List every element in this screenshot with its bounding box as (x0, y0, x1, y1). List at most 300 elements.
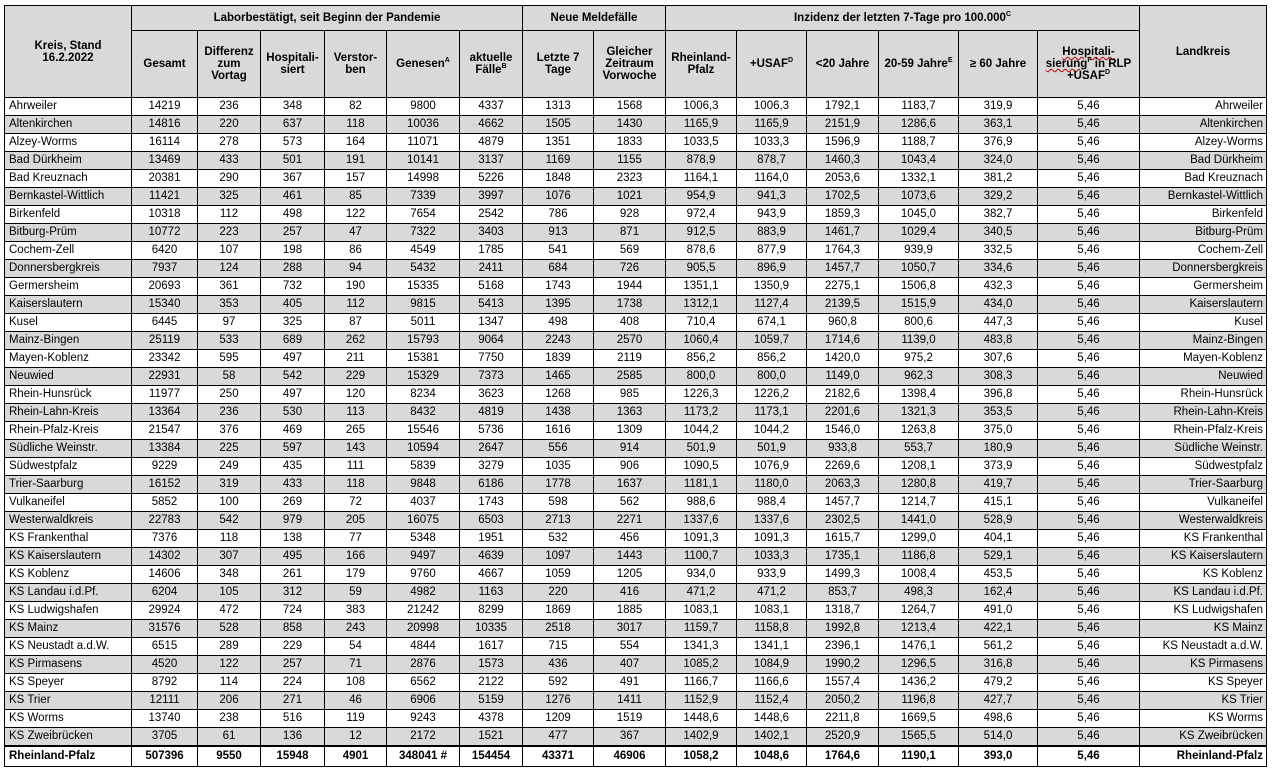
cell-value: 1436,2 (879, 674, 959, 692)
cell-value: 6503 (460, 512, 523, 530)
cell-value: 2050,2 (807, 692, 879, 710)
cell-value: 419,7 (959, 476, 1038, 494)
header-hosp-rate-line1: Hospitali- (1062, 46, 1115, 58)
total-value: 1764,6 (807, 746, 879, 767)
cell-value: 375,0 (959, 422, 1038, 440)
cell-value: 223 (198, 224, 261, 242)
cell-value: 1448,6 (666, 710, 737, 728)
cell-value: 5,46 (1038, 512, 1140, 530)
header-kreis-stand: Kreis, Stand 16.2.2022 (5, 6, 132, 98)
cell-value: 14816 (132, 116, 198, 134)
cell-value: 10772 (132, 224, 198, 242)
cell-value: 105 (198, 584, 261, 602)
cell-value: 1465 (523, 368, 594, 386)
cell-value: 878,9 (666, 152, 737, 170)
cell-value: 1944 (594, 278, 666, 296)
cell-kreis: Germersheim (5, 278, 132, 296)
cell-value: 224 (261, 674, 325, 692)
cell-value: 1166,7 (666, 674, 737, 692)
cell-value: 1616 (523, 422, 594, 440)
cell-value: 972,4 (666, 206, 737, 224)
cell-value: 71 (325, 656, 387, 674)
cell-value: 1213,4 (879, 620, 959, 638)
cell-value: 456 (594, 530, 666, 548)
cell-value: 495 (261, 548, 325, 566)
cell-value: 541 (523, 242, 594, 260)
cell-value: 5,46 (1038, 332, 1140, 350)
cell-value: 2585 (594, 368, 666, 386)
cell-value: 1166,6 (737, 674, 807, 692)
cell-kreis: KS Trier (5, 692, 132, 710)
cell-value: 5,46 (1038, 656, 1140, 674)
cell-value: 112 (198, 206, 261, 224)
cell-value: 220 (523, 584, 594, 602)
cell-value: 569 (594, 242, 666, 260)
cell-kreis: Westerwaldkreis (5, 512, 132, 530)
cell-value: 1420,0 (807, 350, 879, 368)
table-footer (5, 746, 1267, 767)
cell-value: 243 (325, 620, 387, 638)
header-aktuelle-sup: B (501, 63, 507, 71)
cell-landkreis: Rhein-Lahn-Kreis (1140, 404, 1267, 422)
cell-value: 353,5 (959, 404, 1038, 422)
cell-value: 13384 (132, 440, 198, 458)
cell-value: 7654 (387, 206, 460, 224)
cell-value: 934,0 (666, 566, 737, 584)
cell-value: 479,2 (959, 674, 1038, 692)
cell-landkreis: KS Koblenz (1140, 566, 1267, 584)
cell-value: 206 (198, 692, 261, 710)
cell-value: 5226 (460, 170, 523, 188)
cell-value: 1430 (594, 116, 666, 134)
table-row (5, 566, 1267, 584)
cell-value: 1309 (594, 422, 666, 440)
cell-value: 5413 (460, 296, 523, 314)
cell-value: 307,6 (959, 350, 1038, 368)
cell-kreis: Bad Kreuznach (5, 170, 132, 188)
cell-value: 7750 (460, 350, 523, 368)
cell-value: 136 (261, 728, 325, 747)
cell-value: 878,7 (737, 152, 807, 170)
cell-value: 1363 (594, 404, 666, 422)
cell-value: 325 (198, 188, 261, 206)
cell-kreis: Cochem-Zell (5, 242, 132, 260)
cell-kreis: KS Mainz (5, 620, 132, 638)
cell-value: 5432 (387, 260, 460, 278)
cell-value: 373,9 (959, 458, 1038, 476)
cell-value: 2713 (523, 512, 594, 530)
cell-value: 561,2 (959, 638, 1038, 656)
cell-value: 497 (261, 386, 325, 404)
header-group-inzidenz-text: Inzidenz der letzten 7-Tage pro 100.000 (793, 12, 1006, 24)
cell-value: 119 (325, 710, 387, 728)
cell-value: 198 (261, 242, 325, 260)
cell-value: 1076,9 (737, 458, 807, 476)
cell-value: 5,46 (1038, 206, 1140, 224)
total-value: 5,46 (1038, 746, 1140, 767)
cell-value: 1196,8 (879, 692, 959, 710)
cell-value: 1515,9 (879, 296, 959, 314)
cell-value: 319 (198, 476, 261, 494)
cell-kreis: Trier-Saarburg (5, 476, 132, 494)
cell-landkreis: Bad Dürkheim (1140, 152, 1267, 170)
cell-value: 1035 (523, 458, 594, 476)
cell-value: 23342 (132, 350, 198, 368)
table-row (5, 602, 1267, 620)
cell-kreis: KS Koblenz (5, 566, 132, 584)
cell-value: 9848 (387, 476, 460, 494)
cell-value: 376,9 (959, 134, 1038, 152)
cell-value: 5,46 (1038, 458, 1140, 476)
cell-value: 4337 (460, 98, 523, 116)
cell-kreis: Bernkastel-Wittlich (5, 188, 132, 206)
cell-value: 2122 (460, 674, 523, 692)
total-value: 1058,2 (666, 746, 737, 767)
cell-value: 118 (325, 116, 387, 134)
cell-value: 471,2 (737, 584, 807, 602)
cell-value: 501,9 (737, 440, 807, 458)
cell-value: 1076 (523, 188, 594, 206)
cell-value: 4549 (387, 242, 460, 260)
cell-value: 1029,4 (879, 224, 959, 242)
cell-value: 2063,3 (807, 476, 879, 494)
cell-value: 265 (325, 422, 387, 440)
cell-value: 501,9 (666, 440, 737, 458)
cell-value: 1350,9 (737, 278, 807, 296)
cell-value: 20693 (132, 278, 198, 296)
cell-kreis: KS Kaiserslautern (5, 548, 132, 566)
header-unter-20-jahre: <20 Jahre (807, 31, 879, 98)
cell-value: 7376 (132, 530, 198, 548)
table-row (5, 422, 1267, 440)
cell-value: 905,5 (666, 260, 737, 278)
cell-value: 1045,0 (879, 206, 959, 224)
header-genesen (387, 31, 460, 98)
cell-value: 532 (523, 530, 594, 548)
cell-value: 4844 (387, 638, 460, 656)
cell-value: 1441,0 (879, 512, 959, 530)
total-value: 348041 # (387, 746, 460, 767)
cell-value: 906 (594, 458, 666, 476)
cell-kreis: Rhein-Hunsrück (5, 386, 132, 404)
cell-value: 1460,3 (807, 152, 879, 170)
cell-landkreis: KS Landau i.d.Pf. (1140, 584, 1267, 602)
cell-value: 732 (261, 278, 325, 296)
cell-landkreis: Südwestpfalz (1140, 458, 1267, 476)
table-row (5, 710, 1267, 728)
cell-landkreis: Neuwied (1140, 368, 1267, 386)
cell-value: 933,8 (807, 440, 879, 458)
cell-value: 498 (261, 206, 325, 224)
cell-value: 15381 (387, 350, 460, 368)
cell-value: 1205 (594, 566, 666, 584)
cell-value: 4819 (460, 404, 523, 422)
cell-value: 1059 (523, 566, 594, 584)
table-row (5, 260, 1267, 278)
cell-value: 6186 (460, 476, 523, 494)
cell-value: 415,1 (959, 494, 1038, 512)
cell-value: 1332,1 (879, 170, 959, 188)
cell-value: 13740 (132, 710, 198, 728)
cell-value: 5,46 (1038, 170, 1140, 188)
cell-value: 29924 (132, 602, 198, 620)
cell-value: 13469 (132, 152, 198, 170)
cell-value: 800,6 (879, 314, 959, 332)
cell-value: 1313 (523, 98, 594, 116)
cell-value: 1159,7 (666, 620, 737, 638)
cell-landkreis: Südliche Weinstr. (1140, 440, 1267, 458)
cell-value: 4378 (460, 710, 523, 728)
cell-value: 16152 (132, 476, 198, 494)
cell-value: 10036 (387, 116, 460, 134)
cell-value: 598 (523, 494, 594, 512)
cell-value: 288 (261, 260, 325, 278)
cell-landkreis: Altenkirchen (1140, 116, 1267, 134)
cell-landkreis: KS Worms (1140, 710, 1267, 728)
cell-value: 47 (325, 224, 387, 242)
cell-value: 1173,2 (666, 404, 737, 422)
cell-value: 1839 (523, 350, 594, 368)
header-group-inzidenz-sup: C (1005, 11, 1012, 19)
cell-value: 914 (594, 440, 666, 458)
table-row (5, 314, 1267, 332)
cell-value: 21547 (132, 422, 198, 440)
cell-value: 595 (198, 350, 261, 368)
cell-value: 179 (325, 566, 387, 584)
total-value: 43371 (523, 746, 594, 767)
cell-value: 1505 (523, 116, 594, 134)
cell-value: 5,46 (1038, 728, 1140, 747)
cell-value: 5,46 (1038, 314, 1140, 332)
cell-value: 1312,1 (666, 296, 737, 314)
cell-value: 1395 (523, 296, 594, 314)
cell-value: 236 (198, 98, 261, 116)
cell-value: 11071 (387, 134, 460, 152)
cell-value: 1280,8 (879, 476, 959, 494)
cell-value: 1127,4 (737, 296, 807, 314)
cell-value: 5,46 (1038, 602, 1140, 620)
header-usaf (737, 31, 807, 98)
cell-value: 2570 (594, 332, 666, 350)
header-group-inzidenz (666, 6, 1140, 31)
cell-value: 542 (198, 512, 261, 530)
cell-value: 229 (325, 368, 387, 386)
cell-value: 1209 (523, 710, 594, 728)
cell-value: 878,6 (666, 242, 737, 260)
cell-kreis: KS Ludwigshafen (5, 602, 132, 620)
total-value: 1048,6 (737, 746, 807, 767)
cell-value: 2119 (594, 350, 666, 368)
cell-value: 3997 (460, 188, 523, 206)
cell-landkreis: KS Speyer (1140, 674, 1267, 692)
cell-value: 941,3 (737, 188, 807, 206)
cell-value: 1778 (523, 476, 594, 494)
cell-value: 1152,4 (737, 692, 807, 710)
cell-value: 3279 (460, 458, 523, 476)
cell-value: 912,5 (666, 224, 737, 242)
cell-value: 381,2 (959, 170, 1038, 188)
total-value: 15948 (261, 746, 325, 767)
cell-value: 9760 (387, 566, 460, 584)
cell-value: 979 (261, 512, 325, 530)
cell-value: 483,8 (959, 332, 1038, 350)
cell-value: 5,46 (1038, 260, 1140, 278)
header-gesamt: Gesamt (132, 31, 198, 98)
cell-value: 143 (325, 440, 387, 458)
cell-value: 191 (325, 152, 387, 170)
cell-value: 5,46 (1038, 620, 1140, 638)
cell-value: 316,8 (959, 656, 1038, 674)
cell-value: 15546 (387, 422, 460, 440)
total-value: 9550 (198, 746, 261, 767)
cell-value: 896,9 (737, 260, 807, 278)
cell-value: 8234 (387, 386, 460, 404)
cell-value: 100 (198, 494, 261, 512)
cell-value: 975,2 (879, 350, 959, 368)
table-row (5, 242, 1267, 260)
covid-table-container (4, 5, 1267, 767)
table-row (5, 278, 1267, 296)
cell-value: 7373 (460, 368, 523, 386)
cell-kreis: Rhein-Pfalz-Kreis (5, 422, 132, 440)
cell-value: 4662 (460, 116, 523, 134)
cell-value: 334,6 (959, 260, 1038, 278)
cell-value: 2275,1 (807, 278, 879, 296)
cell-value: 2151,9 (807, 116, 879, 134)
cell-value: 461 (261, 188, 325, 206)
cell-value: 427,7 (959, 692, 1038, 710)
cell-kreis: KS Neustadt a.d.W. (5, 638, 132, 656)
cell-kreis: Altenkirchen (5, 116, 132, 134)
cell-value: 1044,2 (666, 422, 737, 440)
cell-value: 87 (325, 314, 387, 332)
cell-value: 2520,9 (807, 728, 879, 747)
cell-value: 1443 (594, 548, 666, 566)
cell-landkreis: KS Ludwigshafen (1140, 602, 1267, 620)
total-value: 507396 (132, 746, 198, 767)
cell-value: 2243 (523, 332, 594, 350)
cell-value: 4879 (460, 134, 523, 152)
cell-value: 1546,0 (807, 422, 879, 440)
cell-value: 1743 (523, 278, 594, 296)
cell-value: 4037 (387, 494, 460, 512)
cell-value: 138 (261, 530, 325, 548)
cell-value: 8432 (387, 404, 460, 422)
cell-value: 6515 (132, 638, 198, 656)
cell-value: 1341,1 (737, 638, 807, 656)
cell-value: 1398,4 (879, 386, 959, 404)
cell-value: 238 (198, 710, 261, 728)
cell-value: 1165,9 (666, 116, 737, 134)
cell-value: 190 (325, 278, 387, 296)
cell-value: 800,0 (666, 368, 737, 386)
cell-value: 1296,5 (879, 656, 959, 674)
cell-value: 249 (198, 458, 261, 476)
cell-value: 111 (325, 458, 387, 476)
cell-value: 469 (261, 422, 325, 440)
cell-value: 85 (325, 188, 387, 206)
cell-value: 528 (198, 620, 261, 638)
cell-value: 12111 (132, 692, 198, 710)
cell-value: 118 (325, 476, 387, 494)
cell-value: 1044,2 (737, 422, 807, 440)
cell-value: 528,9 (959, 512, 1038, 530)
header-hosp-rate-line2: sierung (1045, 58, 1088, 70)
cell-landkreis: Alzey-Worms (1140, 134, 1267, 152)
cell-value: 2201,6 (807, 404, 879, 422)
cell-value: 1164,1 (666, 170, 737, 188)
cell-value: 573 (261, 134, 325, 152)
cell-value: 367 (261, 170, 325, 188)
cell-value: 10335 (460, 620, 523, 638)
cell-value: 689 (261, 332, 325, 350)
cell-kreis: Rhein-Lahn-Kreis (5, 404, 132, 422)
cell-value: 5,46 (1038, 278, 1140, 296)
cell-value: 14302 (132, 548, 198, 566)
cell-value: 2139,5 (807, 296, 879, 314)
cell-value: 363,1 (959, 116, 1038, 134)
cell-value: 954,9 (666, 188, 737, 206)
cell-value: 447,3 (959, 314, 1038, 332)
cell-value: 1565,5 (879, 728, 959, 747)
cell-value: 1557,4 (807, 674, 879, 692)
cell-kreis: KS Pirmasens (5, 656, 132, 674)
cell-value: 477 (523, 728, 594, 747)
cell-value: 3403 (460, 224, 523, 242)
cell-value: 871 (594, 224, 666, 242)
cell-value: 2647 (460, 440, 523, 458)
cell-value: 1173,1 (737, 404, 807, 422)
cell-value: 1021 (594, 188, 666, 206)
cell-value: 2876 (387, 656, 460, 674)
cell-value: 1006,3 (666, 98, 737, 116)
cell-value: 883,9 (737, 224, 807, 242)
cell-value: 383 (325, 602, 387, 620)
cell-value: 2172 (387, 728, 460, 747)
cell-value: 514,0 (959, 728, 1038, 747)
cell-value: 5348 (387, 530, 460, 548)
cell-value: 361 (198, 278, 261, 296)
cell-kreis: KS Worms (5, 710, 132, 728)
cell-value: 2269,6 (807, 458, 879, 476)
cell-value: 5,46 (1038, 638, 1140, 656)
total-value: 4901 (325, 746, 387, 767)
cell-value: 1792,1 (807, 98, 879, 116)
cell-value: 332,5 (959, 242, 1038, 260)
cell-value: 1617 (460, 638, 523, 656)
cell-landkreis: KS Frankenthal (1140, 530, 1267, 548)
cell-value: 5736 (460, 422, 523, 440)
cell-value: 501 (261, 152, 325, 170)
table-row (5, 152, 1267, 170)
cell-value: 433 (198, 152, 261, 170)
cell-value: 1337,6 (737, 512, 807, 530)
header-aktuelle-text: aktuelle Fälle (469, 52, 513, 76)
cell-value: 58 (198, 368, 261, 386)
table-row (5, 530, 1267, 548)
cell-value: 674,1 (737, 314, 807, 332)
cell-value: 1188,7 (879, 134, 959, 152)
cell-value: 14998 (387, 170, 460, 188)
cell-value: 1163 (460, 584, 523, 602)
cell-value: 1785 (460, 242, 523, 260)
cell-value: 491,0 (959, 602, 1038, 620)
cell-value: 3705 (132, 728, 198, 747)
cell-value: 856,2 (666, 350, 737, 368)
cell-value: 637 (261, 116, 325, 134)
cell-value: 1299,0 (879, 530, 959, 548)
cell-value: 433 (261, 476, 325, 494)
